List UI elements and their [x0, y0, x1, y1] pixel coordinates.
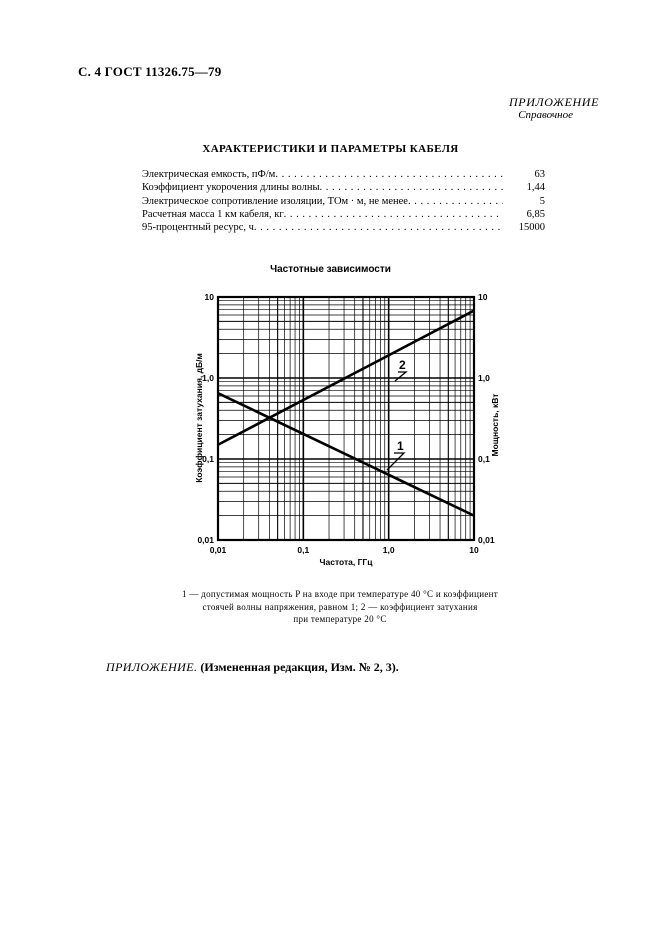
- revision-note: [106, 660, 399, 675]
- revision-label: ПРИЛОЖЕНИЕ.: [106, 660, 198, 674]
- x-tick-label: 0,01: [209, 545, 227, 555]
- caption-line: стоячей волны напряжения, равном 1; 2 — коэффициент затухания: [202, 601, 478, 612]
- parameter-label: Электрическое сопротивление изоляции, ТОм · м, не менее: [142, 195, 408, 207]
- parameter-label: Коэффициент укорочения длины волны: [142, 182, 320, 194]
- parameter-value: 1,44: [526, 182, 545, 194]
- y-tick-label-right: 0,01: [478, 535, 495, 545]
- x-tick-label: 1,0: [382, 545, 395, 555]
- chart-grid: [218, 297, 474, 540]
- dot-leader: [254, 221, 503, 234]
- y-tick-label-right: 0,1: [478, 454, 490, 464]
- parameter-row: [142, 221, 547, 234]
- dot-leader: [320, 181, 503, 194]
- frequency-chart: [180, 285, 510, 570]
- chart-title: Частотные зависимости: [270, 264, 391, 275]
- series-1-leader: [387, 453, 404, 470]
- y-tick-label-left: 0,01: [197, 535, 214, 545]
- y-tick-label-left: 0,1: [202, 454, 214, 464]
- figure-caption: [140, 588, 540, 626]
- appendix-label: ПРИЛОЖЕНИЕ: [509, 95, 599, 109]
- parameters-list: [142, 168, 547, 234]
- y-axis-label-left: Коэффициент затухания, дБ/м: [194, 353, 204, 483]
- y-tick-label-right: 10: [478, 292, 488, 302]
- y-tick-label-right: 1,0: [478, 373, 490, 383]
- parameter-value: 15000: [518, 222, 545, 234]
- chart-series: [218, 311, 474, 516]
- y-axis-label-right: Мощность, кВт: [490, 393, 500, 457]
- series-line-1: [218, 393, 474, 515]
- parameter-value: 6,85: [526, 208, 545, 220]
- x-tick-label: 10: [469, 545, 479, 555]
- series-label-1: 1: [397, 439, 404, 453]
- document-header: С. 4 ГОСТ 11326.75—79: [78, 64, 222, 79]
- series-2-leader: [395, 372, 406, 381]
- parameter-label: Электрическая емкость, пФ/м: [142, 169, 276, 180]
- parameter-value: 5: [539, 195, 545, 207]
- dot-leader: [284, 208, 503, 221]
- dot-leader: [408, 195, 503, 208]
- dot-leader: [275, 168, 503, 181]
- parameter-row: [142, 181, 547, 194]
- series-label-2: 2: [399, 358, 406, 372]
- parameter-label: Расчетная масса 1 км кабеля, кг: [142, 208, 284, 220]
- parameter-value: 63: [534, 169, 545, 180]
- appendix-type: Справочное: [518, 109, 573, 121]
- caption-line: 1 — допустимая мощность P на входе при температуре 40 °С и коэффициент: [181, 589, 498, 599]
- parameter-row: [142, 168, 547, 181]
- x-axis-label: Частота, ГГц: [319, 557, 373, 567]
- y-tick-label-left: 1,0: [202, 373, 214, 383]
- section-title: ХАРАКТЕРИСТИКИ И ПАРАМЕТРЫ КАБЕЛЯ: [202, 143, 459, 155]
- caption-line: при температуре 20 °С: [293, 614, 387, 624]
- parameter-row: [142, 208, 547, 221]
- revision-text: (Измененная редакция, Изм. № 2, 3).: [200, 660, 399, 674]
- plot-frame: [218, 297, 474, 540]
- parameter-label: 95-процентный ресурс, ч: [142, 222, 254, 234]
- parameter-row: [142, 195, 547, 208]
- y-tick-label-left: 10: [204, 292, 214, 302]
- x-tick-label: 0,1: [297, 545, 310, 555]
